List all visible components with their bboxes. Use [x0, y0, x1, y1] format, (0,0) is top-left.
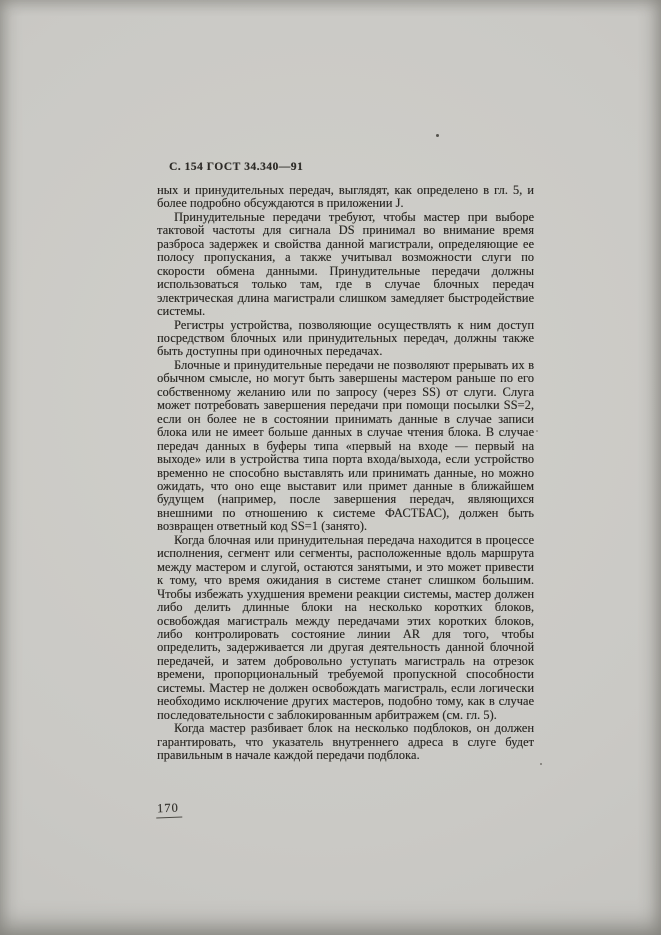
paragraph: Блочные и принудительные передачи не позволяют прерывать их в обычном смысле, но могут быть завершены мастером раньше по его собственному желанию или по запросу (через SS) от слуги. Слуга может потребовать завершения передачи при помощи посылки SS=2, если он более не в состоянии принимать данные в случае записи блока или не имеет больше данных в случае чтения блока. В случае передач данных в буферы типа «первый на входе — первый на выходе» или в устройства типа порта входа/выхода, если устройство временно не способно выставлять или принимать данные, но можно ожидать, что оно еще выставит или примет данные в ближайшем будущем (например, после завершения передач, являющихся внешними по отношению к системе ФАСТБАС), должен быть возвращен ответный код SS=1 (занято).: [157, 357, 534, 534]
scan-speck: [540, 763, 542, 765]
paragraph: Регистры устройства, позволяющие осуществлять к ним доступ посредством блочных или принудительных передач, должны также быть доступны при одиночных передачах.: [157, 317, 534, 359]
scan-speck: [536, 430, 538, 432]
paragraph: ных и принудительных передач, выглядят, как определено в гл. 5, и более подробно обсуждаются в приложении J.: [157, 183, 534, 211]
paragraph: Когда мастер разбивает блок на несколько подблоков, он должен гарантировать, что указатель внутреннего адреса в слуге будет правильным в начале каждой передачи подблока.: [157, 721, 534, 763]
document-body: [157, 184, 534, 762]
paragraph: Принудительные передачи требуют, чтобы мастер при выборе тактовой частоты для сигнала DS принимал во внимание время разброса задержек и свойства данной магистрали, определяющие ее полосу пропускания, а также учитывал возможности слуги по скорости обмена данными. Принудительные передачи должны использоваться только там, где в случае блочных передач электрическая длина магистрали слишком замедляет быстродействие системы.: [157, 209, 534, 319]
page-number: 170: [156, 801, 182, 819]
page-header: С. 154 ГОСТ 34.340—91: [169, 161, 304, 173]
paragraph: Когда блочная или принудительная передача находится в процессе исполнения, сегмент или сегменты, расположенные вдоль маршрута между мастером и слугой, остаются занятыми, и это может привести к тому, что время ожидания в системе станет слишком большим. Чтобы избежать ухудшения времени реакции системы, мастер должен либо делить длинные блоки на несколько коротких блоков, освобождая магистраль между передачами этих коротких блоков, либо контролировать состояние линии AR для того, чтобы определить, задерживается ли другая деятельность данной блочной передачей, и затем добровольно уступать магистраль на отрезок времени, пропорциональный требуемой пропускной способности системы. Мастер не должен освобождать магистраль, если логически необходимо исключение других мастеров, подобно тому, как в случае последовательности с заблокированным арбитражем (см. гл. 5).: [157, 532, 534, 722]
scan-speck: [436, 134, 439, 137]
